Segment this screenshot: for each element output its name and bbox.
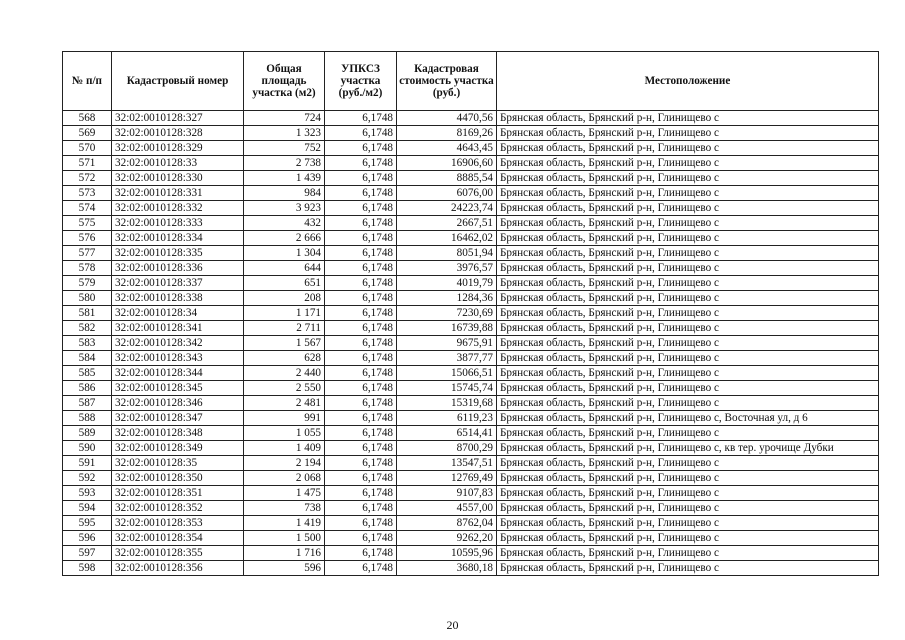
table-row [63, 276, 879, 291]
cell-cadastral-cost: 2667,51 [397, 216, 497, 231]
cell-area: 644 [244, 261, 325, 276]
cell-cadastral-cost: 1284,36 [397, 291, 497, 306]
cell-upksz: 6,1748 [325, 396, 397, 411]
cell-area: 1 567 [244, 336, 325, 351]
cell-area: 596 [244, 561, 325, 576]
cell-cadastral-number: 32:02:0010128:344 [112, 366, 244, 381]
cell-area: 1 475 [244, 486, 325, 501]
cell-upksz: 6,1748 [325, 441, 397, 456]
cell-num: 585 [63, 366, 112, 381]
cell-cadastral-number: 32:02:0010128:332 [112, 201, 244, 216]
cell-upksz: 6,1748 [325, 516, 397, 531]
cell-num: 570 [63, 141, 112, 156]
cell-location: Брянская область, Брянский р-н, Глинищево с [497, 351, 879, 366]
cell-area: 432 [244, 216, 325, 231]
cell-cadastral-cost: 4643,45 [397, 141, 497, 156]
cell-area: 752 [244, 141, 325, 156]
cell-cadastral-number: 32:02:0010128:330 [112, 171, 244, 186]
table-row [63, 501, 879, 516]
cell-cadastral-number: 32:02:0010128:353 [112, 516, 244, 531]
cell-cadastral-number: 32:02:0010128:334 [112, 231, 244, 246]
cell-upksz: 6,1748 [325, 411, 397, 426]
cell-upksz: 6,1748 [325, 306, 397, 321]
cell-location: Брянская область, Брянский р-н, Глинищево с [497, 366, 879, 381]
cell-cadastral-number: 32:02:0010128:329 [112, 141, 244, 156]
cell-upksz: 6,1748 [325, 186, 397, 201]
table-row [63, 426, 879, 441]
cell-cadastral-cost: 4470,56 [397, 111, 497, 126]
cell-upksz: 6,1748 [325, 501, 397, 516]
table-row [63, 486, 879, 501]
cell-location: Брянская область, Брянский р-н, Глинищево с, кв тер. урочище Дубки [497, 441, 879, 456]
cell-cadastral-cost: 13547,51 [397, 456, 497, 471]
cell-cadastral-number: 32:02:0010128:333 [112, 216, 244, 231]
cell-cadastral-cost: 15066,51 [397, 366, 497, 381]
cell-num: 572 [63, 171, 112, 186]
cell-cadastral-cost: 6076,00 [397, 186, 497, 201]
cell-cadastral-number: 32:02:0010128:328 [112, 126, 244, 141]
cell-num: 584 [63, 351, 112, 366]
cell-cadastral-number: 32:02:0010128:331 [112, 186, 244, 201]
cell-num: 568 [63, 111, 112, 126]
cell-location: Брянская область, Брянский р-н, Глинищево с [497, 546, 879, 561]
cell-location: Брянская область, Брянский р-н, Глинищево с [497, 231, 879, 246]
cell-upksz: 6,1748 [325, 111, 397, 126]
cell-cadastral-number: 32:02:0010128:351 [112, 486, 244, 501]
cell-upksz: 6,1748 [325, 321, 397, 336]
cell-num: 571 [63, 156, 112, 171]
cell-area: 1 716 [244, 546, 325, 561]
cell-num: 574 [63, 201, 112, 216]
cell-area: 2 068 [244, 471, 325, 486]
cell-area: 1 055 [244, 426, 325, 441]
cell-num: 577 [63, 246, 112, 261]
table-row [63, 366, 879, 381]
cell-area: 2 738 [244, 156, 325, 171]
table-row [63, 306, 879, 321]
cell-upksz: 6,1748 [325, 381, 397, 396]
cell-cadastral-number: 32:02:0010128:35 [112, 456, 244, 471]
cell-cadastral-cost: 4557,00 [397, 501, 497, 516]
cell-cadastral-number: 32:02:0010128:352 [112, 501, 244, 516]
table-row [63, 456, 879, 471]
cell-location: Брянская область, Брянский р-н, Глинищево с [497, 261, 879, 276]
table-row [63, 261, 879, 276]
cell-cadastral-cost: 9675,91 [397, 336, 497, 351]
cell-location: Брянская область, Брянский р-н, Глинищево с [497, 471, 879, 486]
cell-cadastral-number: 32:02:0010128:347 [112, 411, 244, 426]
cell-cadastral-number: 32:02:0010128:33 [112, 156, 244, 171]
cell-num: 598 [63, 561, 112, 576]
cell-location: Брянская область, Брянский р-н, Глинищево с [497, 111, 879, 126]
cell-cadastral-number: 32:02:0010128:335 [112, 246, 244, 261]
cell-cadastral-number: 32:02:0010128:327 [112, 111, 244, 126]
cell-num: 589 [63, 426, 112, 441]
cell-num: 596 [63, 531, 112, 546]
cell-num: 588 [63, 411, 112, 426]
cell-upksz: 6,1748 [325, 201, 397, 216]
cell-cadastral-cost: 6514,41 [397, 426, 497, 441]
cell-num: 573 [63, 186, 112, 201]
cell-upksz: 6,1748 [325, 246, 397, 261]
cell-cadastral-number: 32:02:0010128:343 [112, 351, 244, 366]
cell-num: 597 [63, 546, 112, 561]
cell-cadastral-number: 32:02:0010128:337 [112, 276, 244, 291]
table-row [63, 531, 879, 546]
table-row [63, 111, 879, 126]
cell-upksz: 6,1748 [325, 456, 397, 471]
table-row [63, 231, 879, 246]
table-row [63, 156, 879, 171]
table-body [63, 111, 879, 576]
cell-num: 592 [63, 471, 112, 486]
cell-upksz: 6,1748 [325, 486, 397, 501]
cell-area: 1 419 [244, 516, 325, 531]
cell-area: 2 481 [244, 396, 325, 411]
cell-cadastral-number: 32:02:0010128:338 [112, 291, 244, 306]
cell-area: 1 323 [244, 126, 325, 141]
cell-cadastral-cost: 10595,96 [397, 546, 497, 561]
cell-area: 2 194 [244, 456, 325, 471]
cell-cadastral-cost: 9107,83 [397, 486, 497, 501]
cell-location: Брянская область, Брянский р-н, Глинищево с [497, 456, 879, 471]
cell-area: 1 304 [244, 246, 325, 261]
header-num: № п/п [63, 52, 112, 111]
cell-num: 578 [63, 261, 112, 276]
cell-upksz: 6,1748 [325, 141, 397, 156]
cell-area: 1 500 [244, 531, 325, 546]
cell-upksz: 6,1748 [325, 561, 397, 576]
header-upksz: УПКСЗ участка (руб./м2) [325, 52, 397, 111]
cell-area: 1 409 [244, 441, 325, 456]
table-row [63, 561, 879, 576]
cell-cadastral-cost: 3680,18 [397, 561, 497, 576]
cell-cadastral-cost: 8885,54 [397, 171, 497, 186]
cell-cadastral-number: 32:02:0010128:341 [112, 321, 244, 336]
cell-cadastral-number: 32:02:0010128:354 [112, 531, 244, 546]
table-row [63, 381, 879, 396]
cell-cadastral-cost: 16739,88 [397, 321, 497, 336]
cell-location: Брянская область, Брянский р-н, Глинищево с [497, 486, 879, 501]
cell-upksz: 6,1748 [325, 471, 397, 486]
cell-num: 594 [63, 501, 112, 516]
cell-area: 2 711 [244, 321, 325, 336]
cell-upksz: 6,1748 [325, 276, 397, 291]
cell-upksz: 6,1748 [325, 216, 397, 231]
cell-upksz: 6,1748 [325, 366, 397, 381]
cell-area: 628 [244, 351, 325, 366]
cell-upksz: 6,1748 [325, 261, 397, 276]
cell-location: Брянская область, Брянский р-н, Глинищево с [497, 306, 879, 321]
cell-upksz: 6,1748 [325, 171, 397, 186]
table-row [63, 201, 879, 216]
cell-cadastral-number: 32:02:0010128:34 [112, 306, 244, 321]
cell-cadastral-number: 32:02:0010128:356 [112, 561, 244, 576]
table-row [63, 126, 879, 141]
cell-cadastral-number: 32:02:0010128:336 [112, 261, 244, 276]
table-row [63, 336, 879, 351]
table-row [63, 441, 879, 456]
cell-cadastral-cost: 7230,69 [397, 306, 497, 321]
cell-area: 984 [244, 186, 325, 201]
cell-upksz: 6,1748 [325, 336, 397, 351]
cell-upksz: 6,1748 [325, 291, 397, 306]
cell-area: 724 [244, 111, 325, 126]
table-row [63, 216, 879, 231]
cell-cadastral-cost: 3877,77 [397, 351, 497, 366]
cell-cadastral-number: 32:02:0010128:342 [112, 336, 244, 351]
cell-location: Брянская область, Брянский р-н, Глинищево с [497, 141, 879, 156]
cell-upksz: 6,1748 [325, 546, 397, 561]
cell-location: Брянская область, Брянский р-н, Глинищево с [497, 291, 879, 306]
table-row [63, 546, 879, 561]
cell-area: 3 923 [244, 201, 325, 216]
cell-location: Брянская область, Брянский р-н, Глинищево с [497, 216, 879, 231]
table-row [63, 291, 879, 306]
cell-cadastral-cost: 16462,02 [397, 231, 497, 246]
cell-upksz: 6,1748 [325, 156, 397, 171]
cell-area: 1 439 [244, 171, 325, 186]
cell-cadastral-cost: 15319,68 [397, 396, 497, 411]
table-row [63, 246, 879, 261]
table-row [63, 321, 879, 336]
cell-area: 1 171 [244, 306, 325, 321]
header-cadastral-number: Кадастровый номер [112, 52, 244, 111]
cell-location: Брянская область, Брянский р-н, Глинищево с, Восточная ул, д 6 [497, 411, 879, 426]
cell-location: Брянская область, Брянский р-н, Глинищево с [497, 321, 879, 336]
table-row [63, 141, 879, 156]
cell-cadastral-cost: 9262,20 [397, 531, 497, 546]
cell-num: 575 [63, 216, 112, 231]
cell-location: Брянская область, Брянский р-н, Глинищево с [497, 156, 879, 171]
cell-upksz: 6,1748 [325, 126, 397, 141]
cell-location: Брянская область, Брянский р-н, Глинищево с [497, 126, 879, 141]
table-row [63, 411, 879, 426]
cell-area: 208 [244, 291, 325, 306]
cell-cadastral-cost: 15745,74 [397, 381, 497, 396]
cell-num: 586 [63, 381, 112, 396]
cell-num: 587 [63, 396, 112, 411]
table-row [63, 516, 879, 531]
cell-cadastral-cost: 16906,60 [397, 156, 497, 171]
table-row [63, 471, 879, 486]
cell-location: Брянская область, Брянский р-н, Глинищево с [497, 561, 879, 576]
cell-cadastral-cost: 4019,79 [397, 276, 497, 291]
cell-cadastral-cost: 3976,57 [397, 261, 497, 276]
cell-num: 583 [63, 336, 112, 351]
cadastral-table [62, 51, 879, 576]
cell-location: Брянская область, Брянский р-н, Глинищево с [497, 531, 879, 546]
cell-num: 579 [63, 276, 112, 291]
cell-num: 591 [63, 456, 112, 471]
cell-upksz: 6,1748 [325, 426, 397, 441]
cell-location: Брянская область, Брянский р-н, Глинищево с [497, 171, 879, 186]
table-row [63, 186, 879, 201]
cell-cadastral-number: 32:02:0010128:350 [112, 471, 244, 486]
cell-num: 593 [63, 486, 112, 501]
cell-cadastral-cost: 6119,23 [397, 411, 497, 426]
cell-num: 580 [63, 291, 112, 306]
cell-area: 2 440 [244, 366, 325, 381]
cell-location: Брянская область, Брянский р-н, Глинищево с [497, 276, 879, 291]
cell-location: Брянская область, Брянский р-н, Глинищево с [497, 201, 879, 216]
cell-area: 2 550 [244, 381, 325, 396]
table-row [63, 171, 879, 186]
cell-area: 651 [244, 276, 325, 291]
cell-upksz: 6,1748 [325, 231, 397, 246]
cell-location: Брянская область, Брянский р-н, Глинищево с [497, 246, 879, 261]
cell-upksz: 6,1748 [325, 351, 397, 366]
cell-upksz: 6,1748 [325, 531, 397, 546]
header-row [63, 52, 879, 111]
table-row [63, 351, 879, 366]
header-cadastral-cost: Кадастровая стоимость участка (руб.) [397, 52, 497, 111]
cell-location: Брянская область, Брянский р-н, Глинищево с [497, 501, 879, 516]
cell-cadastral-cost: 8169,26 [397, 126, 497, 141]
cell-location: Брянская область, Брянский р-н, Глинищево с [497, 426, 879, 441]
cell-location: Брянская область, Брянский р-н, Глинищево с [497, 336, 879, 351]
cell-cadastral-number: 32:02:0010128:345 [112, 381, 244, 396]
cell-num: 595 [63, 516, 112, 531]
cell-cadastral-cost: 8051,94 [397, 246, 497, 261]
cell-cadastral-cost: 8700,29 [397, 441, 497, 456]
cell-num: 582 [63, 321, 112, 336]
cell-cadastral-number: 32:02:0010128:349 [112, 441, 244, 456]
cell-num: 576 [63, 231, 112, 246]
cell-cadastral-number: 32:02:0010128:348 [112, 426, 244, 441]
header-area: Общая площадь участка (м2) [244, 52, 325, 111]
cell-cadastral-cost: 24223,74 [397, 201, 497, 216]
cell-cadastral-cost: 8762,04 [397, 516, 497, 531]
cell-area: 2 666 [244, 231, 325, 246]
cell-location: Брянская область, Брянский р-н, Глинищево с [497, 516, 879, 531]
cell-location: Брянская область, Брянский р-н, Глинищево с [497, 186, 879, 201]
cell-cadastral-number: 32:02:0010128:346 [112, 396, 244, 411]
cell-area: 991 [244, 411, 325, 426]
page-number: 20 [446, 618, 459, 632]
cell-cadastral-cost: 12769,49 [397, 471, 497, 486]
cell-area: 738 [244, 501, 325, 516]
cell-num: 569 [63, 126, 112, 141]
cell-num: 581 [63, 306, 112, 321]
cell-location: Брянская область, Брянский р-н, Глинищево с [497, 396, 879, 411]
cell-location: Брянская область, Брянский р-н, Глинищево с [497, 381, 879, 396]
cell-num: 590 [63, 441, 112, 456]
cell-cadastral-number: 32:02:0010128:355 [112, 546, 244, 561]
table-row [63, 396, 879, 411]
header-location: Местоположение [497, 52, 879, 111]
